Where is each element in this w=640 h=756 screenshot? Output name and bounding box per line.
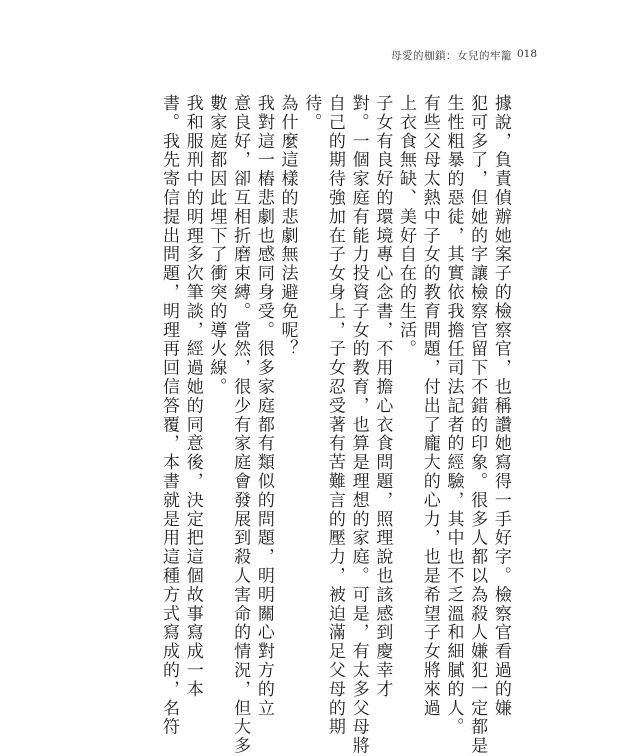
text-line: 我和服刑中的明理多次筆談，經過她的同意後，決定把這個故事寫成一本 (182, 94, 203, 699)
text-line: 據說，負責偵辦她案子的檢察官，也稱讚她寫得一手好字。檢察官看過的嫌 (490, 94, 511, 718)
text-line: 對。一個家庭有能力投資子女的教育，也算是理想的家庭。可是，有太多父母將 (348, 94, 369, 756)
text-line: 待。 (301, 94, 322, 132)
page-number: 018 (516, 48, 537, 60)
text-line: 書。我先寄信提出問題，明理再回信答覆，本書就是用這種方式寫成的，名符 (159, 94, 179, 737)
running-header-title: 母愛的枷鎖：女兒的牢籠 (391, 50, 512, 62)
text-line: 我對這一樁悲劇也感同身受。很多家庭都有類似的問題，明明關心對方的立 (253, 94, 274, 718)
text-line: 子女有良好的環境專心念書，不用擔心衣食問題，照理說也該感到慶幸才 (372, 94, 393, 699)
vertical-text-block (159, 94, 511, 756)
text-line: 為什麼這樣的悲劇無法避免呢？ (277, 94, 298, 359)
text-line: 犯可多了，但她的字讓檢察官留下不錯的印象。很多人都以為殺人嫌犯一定都是 (467, 94, 488, 756)
text-line: 數家庭都因此埋下了衝突的導火線。 (206, 94, 227, 397)
text-line: 上衣食無缺、美好自在的生活。 (396, 94, 417, 359)
text-line: 有些父母太熱中子女的教育問題，付出了龐大的心力，也是希望子女將來過 (419, 94, 440, 718)
text-line: 自己的期待強加在子女身上，子女忍受著有苦難言的壓力，被迫滿足父母的期 (324, 94, 345, 737)
text-line: 意良好，卻互相折磨束縛。當然，很少有家庭會發展到殺人害命的情況，但大多 (230, 94, 251, 756)
text-line: 生性粗暴的惡徒，其實依我擔任司法記者的經驗，其中也不乏溫和細膩的人。 (443, 94, 464, 737)
